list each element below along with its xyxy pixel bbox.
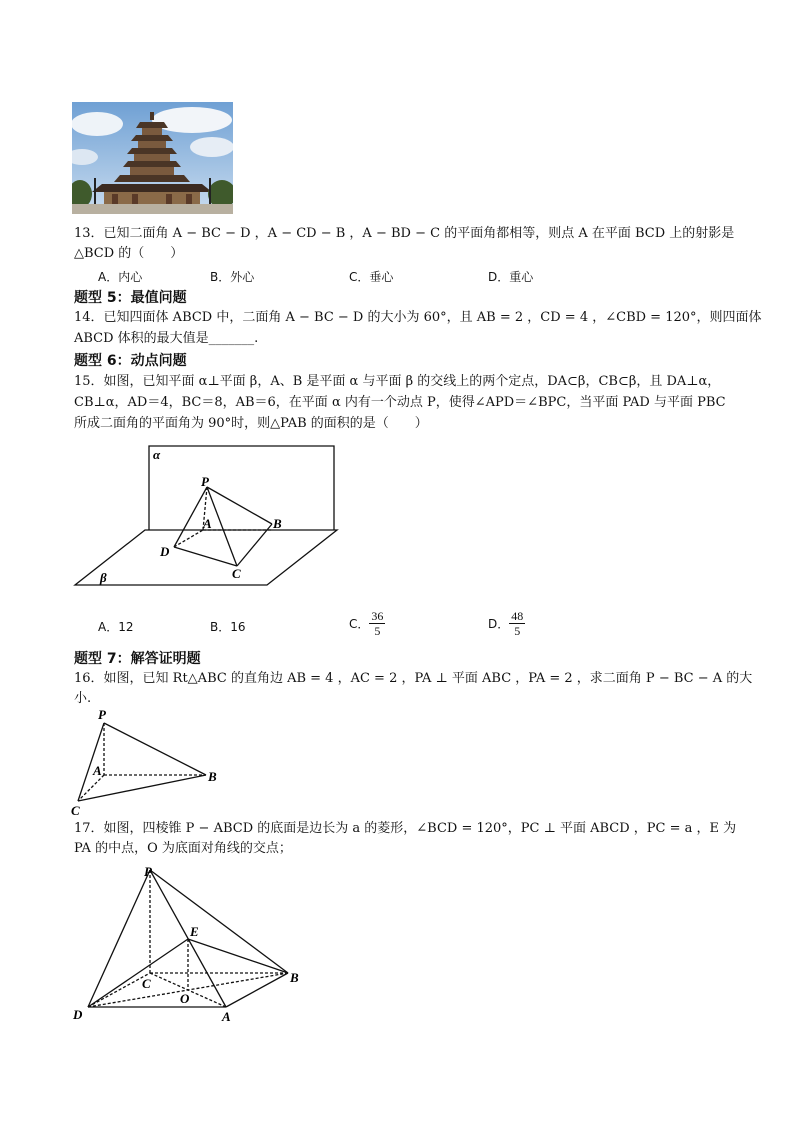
q16-label-c: C [71,803,80,818]
q15-option-d-prefix: D． [488,617,510,631]
q17-label-p: P [144,864,152,879]
q15-label-alpha: α [153,447,161,462]
q15-label-d: D [160,544,170,559]
q13-option-d: D．重心 [488,270,534,284]
q17-label-d: D [73,1007,83,1022]
q15-option-c [349,609,385,638]
q13-option-c: C．垂心 [349,270,394,284]
q15-line1: 15．如图，已知平面 α⊥平面 β，A、B 是平面 α 与平面 β 的交线上的两个定点，DA⊂β，CB⊂β，且 DA⊥α， [74,374,721,389]
q15-option-d-denominator: 5 [514,624,521,638]
q17-label-o: O [180,991,190,1006]
q14-line2: ABCD 体积的最大值是_______. [74,331,259,346]
q15-option-c-numerator: 36 [371,609,384,623]
section-5-title: 题型 5：最值问题 [74,290,187,306]
section-6-title: 题型 6：动点问题 [74,353,187,369]
q17-label-a: A [222,1009,231,1024]
q15-option-c-denominator: 5 [374,624,381,638]
q16-line2: 小. [74,691,92,706]
q17-line2: PA 的中点，O 为底面对角线的交点； [74,841,292,856]
q17-label-e: E [190,924,199,939]
q15-label-p: P [201,474,209,489]
q16-label-a: A [93,763,102,778]
q13-line2: △BCD 的（ ） [74,246,184,261]
q15-option-c-fraction [369,609,385,638]
q16-label-b: B [208,769,217,784]
q15-label-b: B [273,516,282,531]
q15-label-a: A [203,516,212,531]
q15-figure [70,440,345,590]
section-7-title: 题型 7：解答证明题 [74,651,201,667]
q17-figure [68,860,308,1025]
q15-option-c-prefix: C． [349,617,370,631]
q14-line1: 14．已知四面体 ABCD 中，二面角 A − BC − D 的大小为 60°，且 AB = 2 ，CD = 4 ，∠CBD = 120°，则四面体 [74,310,762,325]
q15-option-d [488,609,525,638]
q16-figure [68,705,228,820]
q15-option-d-fraction [509,609,525,638]
q15-line2: CB⊥α，AD＝4，BC＝8，AB＝6，在平面 α 内有一个动点 P，使得∠APD＝∠BPC，当平面 PAD 与平面 PBC [74,395,726,410]
pagoda-photo [72,102,233,214]
q15-option-d-numerator: 48 [511,609,524,623]
q15-line3: 所成二面角的平面角为 90°时，则△PAB 的面积的是（ ） [74,416,428,431]
q15-option-b: B．16 [210,620,246,634]
q15-option-a: A．12 [98,620,134,634]
q16-line1: 16．如图，已知 Rt△ABC 的直角边 AB = 4 ，AC = 2 ，PA ⊥ 平面 ABC ，PA = 2 ，求二面角 P − BC − A 的大 [74,671,753,686]
q13-line1: 13．已知二面角 A − BC − D ，A − CD − B ，A − BD − C 的平面角都相等，则点 A 在平面 BCD 上的射影是 [74,226,735,241]
q13-option-b: B．外心 [210,270,255,284]
q16-label-p: P [98,707,106,722]
q15-label-beta: β [100,570,107,585]
q13-option-a: A．内心 [98,270,143,284]
q15-label-c: C [232,566,241,581]
q17-line1: 17．如图，四棱锥 P − ABCD 的底面是边长为 a 的菱形，∠BCD = 120°，PC ⊥ 平面 ABCD ，PC = a ，E 为 [74,821,737,836]
q17-label-c: C [142,976,151,991]
q17-label-b: B [290,970,299,985]
